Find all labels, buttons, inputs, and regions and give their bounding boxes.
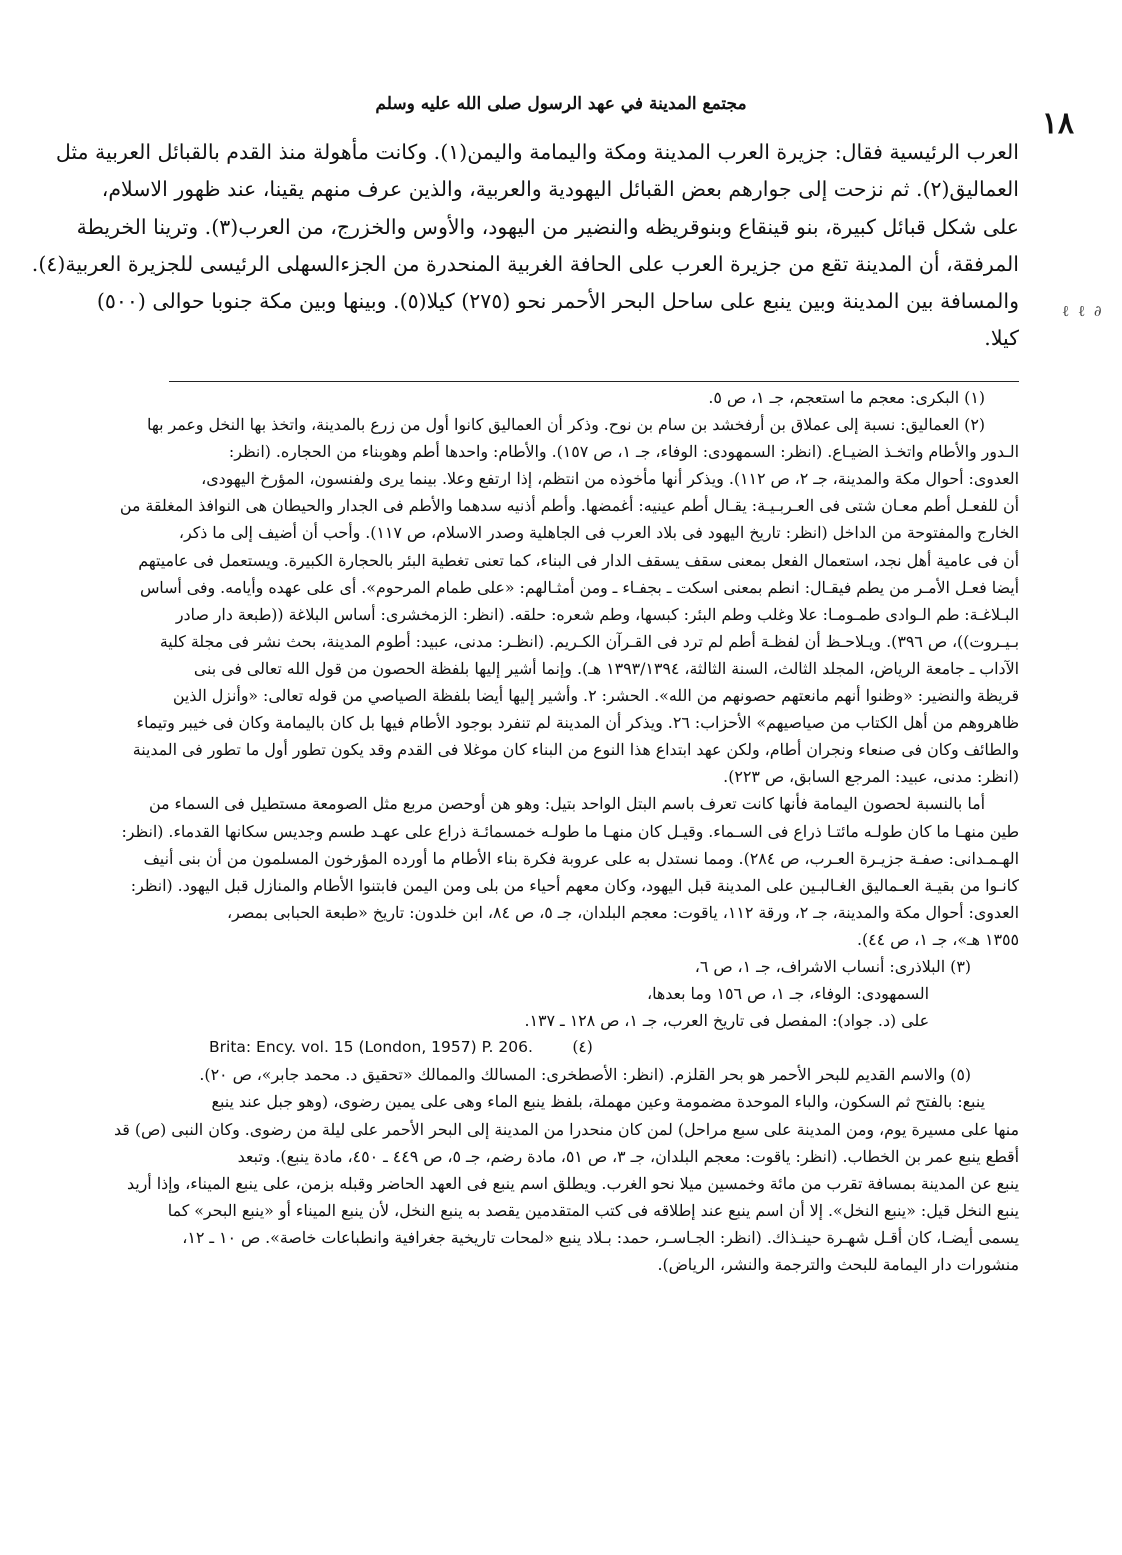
footnote-line: ١٣٥٥ هـ»، جـ ١، ص ٤٤). — [856, 929, 1019, 949]
body-line: على شكل قبائل كبيرة، بنو قينقاع وبنوقريظه والنضير من اليهود، والأوس والخزرج، من العرب(٣). وترينا الخريطة — [76, 214, 1019, 239]
footnote-4-marker: (٤) — [572, 1038, 593, 1057]
footnote-line: الخارج والمفتوحة من الداخل (انظر: تاريخ اليهود فى بلاد العرب فى الجاهلية وصدر الاسلام، ص ١١٧). وأحب أن أضيف إلى ما ذكر، — [178, 523, 1019, 543]
footnote-4-text: Brita: Ency. vol. 15 (London, 1957) P. 206. — [209, 1038, 533, 1057]
main-paragraph — [19, 134, 1019, 358]
page-number: ١٨ — [1041, 106, 1074, 141]
footnote-line: (٣) البلاذرى: أنساب الاشراف، جـ ١، ص ٦، — [694, 956, 971, 976]
footnote-line: (٥) والاسم القديم للبحر الأحمر هو بحر القلزم. (انظر: الأصطخرى: المسالك والممالك «تحقيق د. محمد جابر»، ص ٢٠). — [199, 1065, 971, 1085]
footnote-line: العدوى: أحوال مكة والمدينة، جـ ٢، ص ١١٢). ويذكر أنها مأخوذه من انتظم، إذا ارتفع وعلا. بينما يرى ولفنسون، المؤرخ اليهودى، — [201, 469, 1019, 489]
body-line: العرب الرئيسية فقال: جزيرة العرب المدينة ومكة واليمامة واليمن(١). وكانت مأهولة منذ القدم بالقبائل العربية مثل — [55, 140, 1019, 164]
footnote-line: أن للفعـل أطم معـان شتى فى العـربـيـة: يقـال أطم عينيه: أغمضها. وأطم أذنيه سدهما والأطم فى الجدار والحيطان هى النوافذ المغلقة من — [119, 496, 1019, 516]
footnote-4-line — [19, 1034, 1019, 1061]
body-line: العماليق(٢). ثم نزحت إلى جوارهم بعض القبائل اليهودية والعربية، والذين عرف منهم يقينا، عند ظهور الاسلام، — [101, 177, 1019, 202]
footnote-line: ينبع عن المدينة بمسافة تقرب من مائة وخمسين ميلا نحو الغرب. ويطلق اسم ينبع فى العهد الحاضر وقبله بزمن، على ينبع الميناء، وإذا أريد — [126, 1173, 1019, 1193]
footnote-line: (انظر: مدنى، عبيد: المرجع السابق، ص ٢٢٣). — [723, 767, 1019, 787]
footnote-line: منشورات دار اليمامة للبحث والترجمة والنشر، الرياض). — [657, 1255, 1019, 1274]
footnote-line: منها على مسيرة يوم، ومن المدينة على سبع مراحل) لمن كان منحدرا من المدينة إلى البحر الأحمر على ليلة من رضوى. وكان النبى (ص) قد — [113, 1119, 1019, 1139]
footnote-line: ينبع: بالفتح ثم السكون، والباء الموحدة مضمومة وعين مهملة، بلفظ ينبع الماء وهى على يمين رضوى، (وهو جبل عند ينبع — [211, 1092, 985, 1112]
footnote-line: طين منهـا ما كان طولـه مائتـا ذراع فى السـماء. وقيـل كان منهـا ما طولـه خمسمائـة ذراع على عهـد طسم وجديس سكانها القدماء. (انظر: — [121, 821, 1019, 841]
footnote-line: الهـمـدانى: صفـة جزيـرة العـرب، ص ٢٨٤). ومما نستدل به على عروبة فكرة بناء الأطام ما أورده المؤرخون المسلمون من أن بنى أنيف — [143, 848, 1019, 868]
margin-handwritten-mark: ℓ ℓ ∂ — [1062, 302, 1104, 320]
footnote-line: بـيـروت))، ص ٣٩٦). ويـلاحـظ أن لفظـة أطم لم ترد فى القـرآن الكـريم. (انظـر: مدنى، عبيد: أطوم المدينة، بحث نشر فى مجلة كلية — [159, 631, 1019, 651]
footnote-line: أن فى عامية أهل نجد، استعمال الفعل بمعنى سقف يسقف الدار فى البناء، كما تعنى تغطية البئر بالحجارة الكبيرة. ويستعمل فى عاميتهم — [138, 550, 1019, 570]
footnote-line: البـلاغـة: طم الـوادى طمـومـا: علا وغلب وطم البئر: كبسها، وطم شعره: حلقه. (انظر: الزمخشرى: أساس البلاغة ((طبعة دار صادر — [175, 604, 1019, 624]
footnote-line: الـدور والأطام واتخـذ الضيـاع. (انظر: السمهودى: الوفاء، جـ ١، ص ١٥٧). والأطام: واحدها أطم وهوبناء من الحجاره. (انظر: — [228, 442, 1019, 462]
body-line: كيلا. — [984, 326, 1019, 351]
footnote-line: العدوى: أحوال مكة والمدينة، جـ ٢، ورقة ١١٢، ياقوت: معجم البلدان، جـ ٥، ص ٨٤، ابن خلدون: تاريخ «طبعة الحبابى بمصر، — [227, 902, 1019, 922]
footnote-line: على (د. جواد): المفصل فى تاريخ العرب، جـ ١، ص ١٢٨ ـ ١٣٧. — [524, 1011, 929, 1031]
footnote-line: ظاهروهم من أهل الكتاب من صياصيهم» الأحزاب: ٢٦. ويذكر أن المدينة لم تنفرد بوجود الأطام فيها بل كان باليمامة وكان فى خيبر وتيماء — [136, 713, 1019, 733]
footnotes — [19, 384, 1019, 1278]
body-line: المرفقة، أن المدينة تقع من جزيرة العرب على الحافة الغربية المنحدرة من الجزءالسهلى الرئيسى للجزيرة العربية(٤). — [31, 251, 1019, 276]
running-head: مجتمع المدينة في عهد الرسول صلى الله عليه وسلم — [375, 94, 747, 114]
body-line: والمسافة بين المدينة وبين ينبع على ساحل البحر الأحمر نحو (٢٧٥) كيلا(٥). وبينها وبين مكة جنوبا حوالى (٥٠٠) — [96, 289, 1019, 314]
footnote-line: أقطع ينبع عمر بن الخطاب. (انظر: ياقوت: معجم البلدان، جـ ٣، ص ٥١، مادة رضم، جـ ٥، ص ٤٤٩ ـ ٤٥٠، مادة ينبع). وتبعد — [237, 1146, 1019, 1166]
footnote-separator — [169, 381, 1019, 382]
footnote-line: قريظة والنضير: «وظنوا أنهم مانعتهم حصونهم من الله». الحشر: ٢. وأشير إليها أيضا بلفظة الصياصي من قوله تعالى: «وأنزل الذين — [172, 686, 1019, 706]
footnote-line: أما بالنسبة لحصون اليمامة فأنها كانت تعرف باسم البتل الواحد بتيل: وهو هن أوحصن مربع مثل الصومعة مستطيل فى السماء من — [148, 794, 985, 814]
footnote-line: أيضا فعـل الأمـر من يطم فيقـال: انطم بمعنى اسكت ـ بجفـاء ـ ومن أمثـالهم: «على طمام المرحوم». أى على عهده وأيامه. وفى أساس — [140, 577, 1019, 597]
footnote-line: الآداب ـ جامعة الرياض، المجلد الثالث، السنة الثالثة، ١٣٩٣/١٣٩٤ هـ). وإنما أشير إليها بلفظة الحصون من قول الله تعالى فى بنى — [193, 658, 1019, 678]
footnote-line: (١) البكرى: معجم ما استعجم، جـ ١، ص ٥. — [708, 388, 985, 407]
footnote-line: كانـوا من بقيـة العـماليق الغـالبـين على المدينة قبل اليهود، وكان معهم أحياء من بلى ومن اليمن فابتنوا الأطام والمنازل قبل اليهود. (انظر: — [130, 875, 1019, 895]
footnote-line: يسمى أيضـا، كان أقـل شهـرة حينـذاك. (انظر: الجـاسـر، حمد: بـلاد ينبع «لمحات تاريخية جغرافية وانطباعات خاصة». ص ١٠ ـ ١٢، — [182, 1227, 1019, 1247]
footnote-line: والطائف وكان فى صنعاء ونجران أطام، ولكن عهد ابتداع هذا النوع من البناء كان موغلا فى القدم وقد يكون تطور أول ما تطور فى المدينة — [132, 740, 1019, 760]
footnote-line: (٢) العماليق: نسبة إلى عملاق بن أرفخشد بن سام بن نوح. وذكر أن العماليق كانوا أول من زرع بالمدينة، واتخذ بها النخل وعمر بها — [147, 415, 985, 435]
footnote-line: السمهودى: الوفاء، جـ ١، ص ١٥٦ وما بعدها، — [646, 984, 929, 1004]
footnote-line: ينبع النخل قيل: «ينبع النخل». إلا أن اسم ينبع عند إطلاقه فى كتب المتقدمين يقصد به ينبع النخل، لأن ينبع الميناء أو «ينبع البحر» كما — [167, 1200, 1019, 1220]
